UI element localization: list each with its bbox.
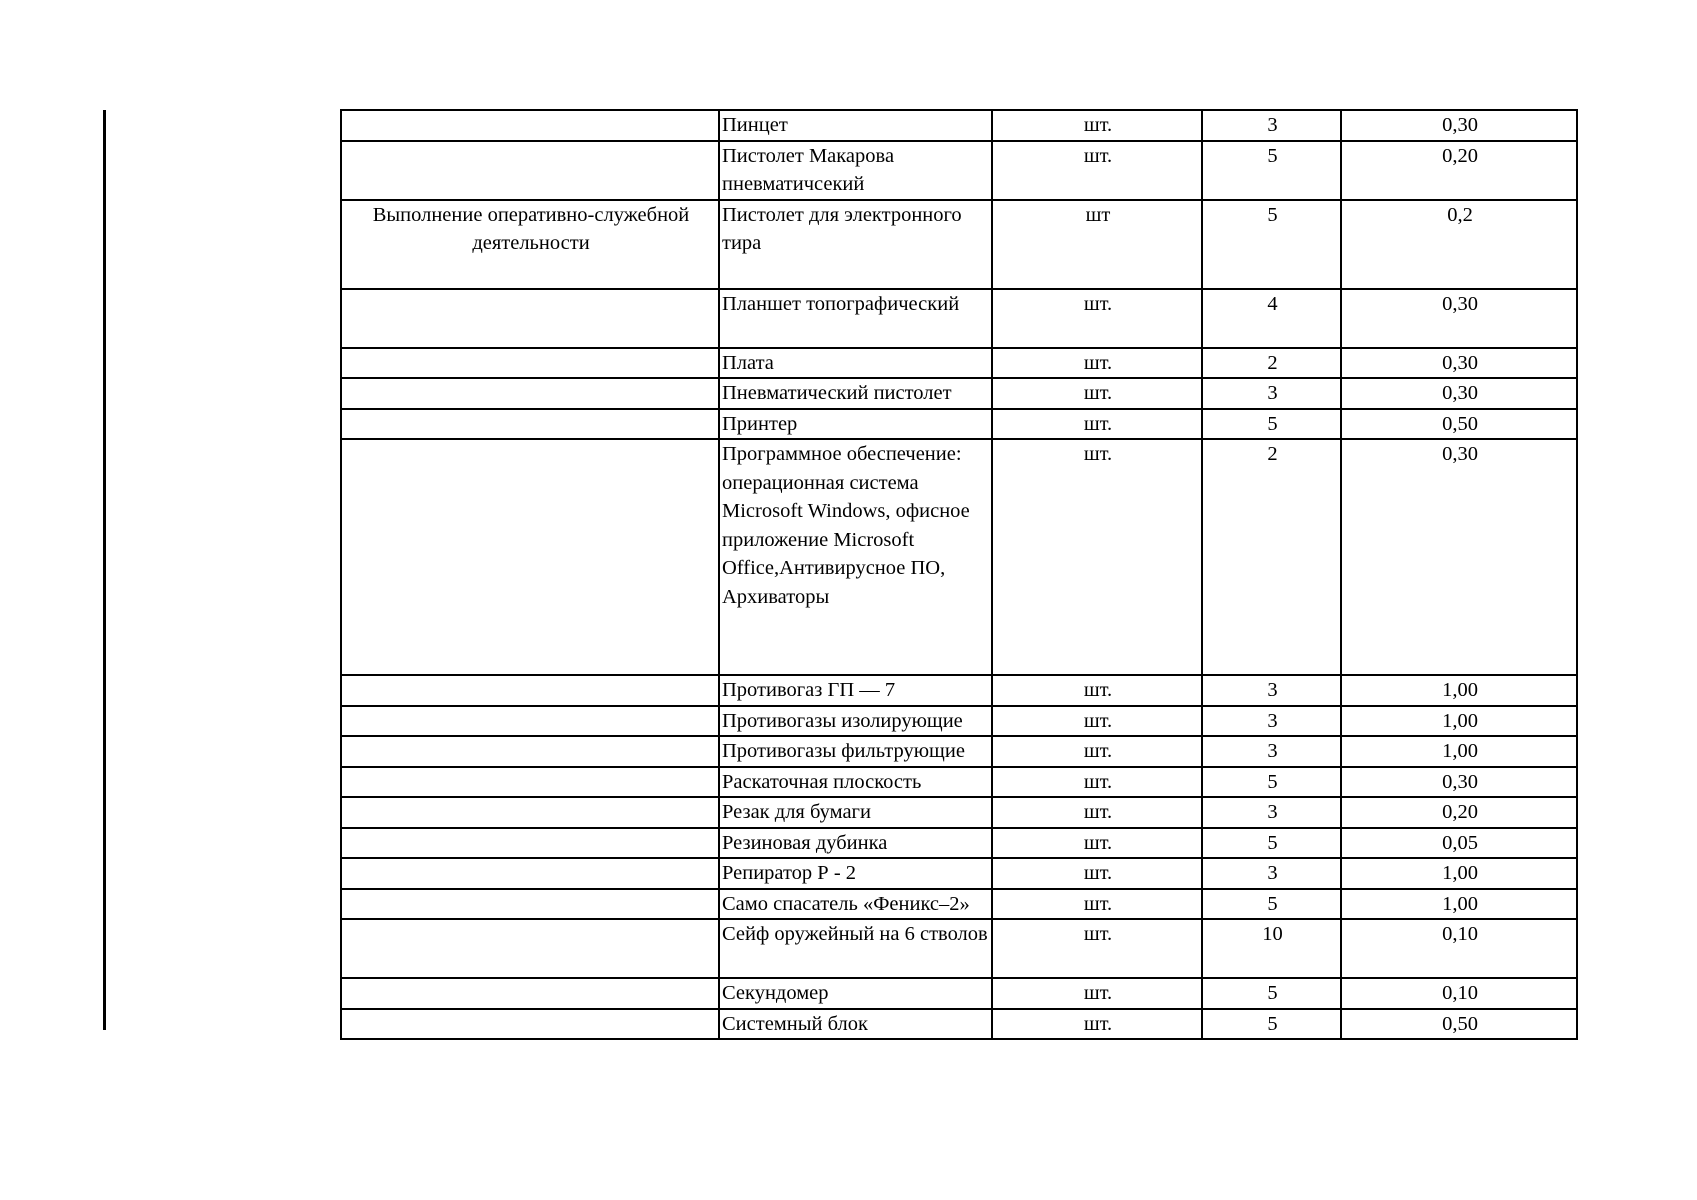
table-row [341,289,1577,348]
item-qty: 5 [1202,409,1341,440]
item-term: 0,30 [1341,439,1577,675]
item-qty: 2 [1202,348,1341,379]
table-row [341,675,1577,706]
activity-cell [341,141,719,200]
item-qty: 5 [1202,141,1341,200]
item-unit: шт. [992,706,1202,737]
item-term: 1,00 [1341,858,1577,889]
item-qty: 10 [1202,919,1341,978]
item-qty: 3 [1202,110,1341,141]
item-term: 0,30 [1341,767,1577,798]
activity-cell [341,919,719,978]
item-qty: 3 [1202,675,1341,706]
item-name: Пинцет [719,110,992,141]
activity-cell [341,736,719,767]
table-row [341,978,1577,1009]
item-unit: шт. [992,675,1202,706]
item-unit: шт. [992,858,1202,889]
item-unit: шт. [992,736,1202,767]
item-name: Противогазы фильтрующие [719,736,992,767]
item-term: 0,30 [1341,110,1577,141]
item-name: Резиновая дубинка [719,828,992,859]
page-margin-line [103,110,106,1030]
item-term: 0,30 [1341,348,1577,379]
item-qty: 5 [1202,978,1341,1009]
table-row [341,858,1577,889]
item-name: Системный блок [719,1009,992,1040]
item-name: Противогаз ГП — 7 [719,675,992,706]
item-qty: 5 [1202,200,1341,289]
activity-cell [341,706,719,737]
item-unit: шт [992,200,1202,289]
item-term: 1,00 [1341,706,1577,737]
item-term: 1,00 [1341,736,1577,767]
item-unit: шт. [992,289,1202,348]
item-name: Плата [719,348,992,379]
item-unit: шт. [992,767,1202,798]
activity-cell [341,828,719,859]
item-term: 0,2 [1341,200,1577,289]
item-name: Пистолет Макарова пневматичсекий [719,141,992,200]
table-row [341,1009,1577,1040]
item-name: Секундомер [719,978,992,1009]
item-unit: шт. [992,348,1202,379]
table-row [341,439,1577,675]
activity-cell [341,409,719,440]
item-qty: 3 [1202,858,1341,889]
item-name: Пневматический пистолет [719,378,992,409]
table-row [341,378,1577,409]
item-unit: шт. [992,1009,1202,1040]
item-term: 0,50 [1341,1009,1577,1040]
activity-label: Выполнение оперативно-служебной деятельности [341,200,719,289]
table-row [341,889,1577,920]
item-qty: 3 [1202,736,1341,767]
table-row [341,409,1577,440]
table-row [341,797,1577,828]
item-name: Репиратор Р - 2 [719,858,992,889]
item-unit: шт. [992,439,1202,675]
item-term: 0,50 [1341,409,1577,440]
item-unit: шт. [992,919,1202,978]
item-name: Пистолет для электронного тира [719,200,992,289]
table-row [341,110,1577,141]
activity-cell [341,797,719,828]
item-unit: шт. [992,141,1202,200]
table-row [341,141,1577,200]
item-qty: 5 [1202,828,1341,859]
activity-cell [341,889,719,920]
table-row [341,200,1577,289]
activity-cell [341,1009,719,1040]
item-term: 1,00 [1341,889,1577,920]
activity-cell [341,289,719,348]
item-qty: 3 [1202,706,1341,737]
item-qty: 5 [1202,1009,1341,1040]
item-name: Резак для бумаги [719,797,992,828]
item-name: Раскаточная плоскость [719,767,992,798]
activity-cell [341,978,719,1009]
activity-cell [341,767,719,798]
item-term: 0,10 [1341,978,1577,1009]
equipment-table [340,109,1578,1040]
activity-cell [341,378,719,409]
table-row [341,828,1577,859]
item-qty: 2 [1202,439,1341,675]
table-row [341,736,1577,767]
item-unit: шт. [992,797,1202,828]
item-term: 1,00 [1341,675,1577,706]
table-row [341,706,1577,737]
item-unit: шт. [992,978,1202,1009]
item-name: Принтер [719,409,992,440]
item-term: 0,30 [1341,289,1577,348]
table-row [341,348,1577,379]
activity-cell [341,858,719,889]
item-unit: шт. [992,378,1202,409]
item-name: Само спасатель «Феникс–2» [719,889,992,920]
item-name: Программное обеспечение: операционная система Microsoft Windows, офисное приложение Microsoft Office,Антивирусное ПО, Архиваторы [719,439,992,675]
activity-cell [341,348,719,379]
item-unit: шт. [992,409,1202,440]
item-name: Противогазы изолирующие [719,706,992,737]
item-term: 0,20 [1341,797,1577,828]
activity-cell [341,110,719,141]
item-qty: 3 [1202,797,1341,828]
item-term: 0,10 [1341,919,1577,978]
item-unit: шт. [992,828,1202,859]
activity-cell [341,439,719,675]
item-unit: шт. [992,110,1202,141]
item-qty: 4 [1202,289,1341,348]
item-qty: 3 [1202,378,1341,409]
item-qty: 5 [1202,767,1341,798]
item-term: 0,20 [1341,141,1577,200]
item-term: 0,30 [1341,378,1577,409]
item-qty: 5 [1202,889,1341,920]
item-name: Планшет топографический [719,289,992,348]
table-row [341,767,1577,798]
item-name: Сейф оружейный на 6 стволов [719,919,992,978]
table-row [341,919,1577,978]
activity-cell [341,675,719,706]
item-term: 0,05 [1341,828,1577,859]
item-unit: шт. [992,889,1202,920]
